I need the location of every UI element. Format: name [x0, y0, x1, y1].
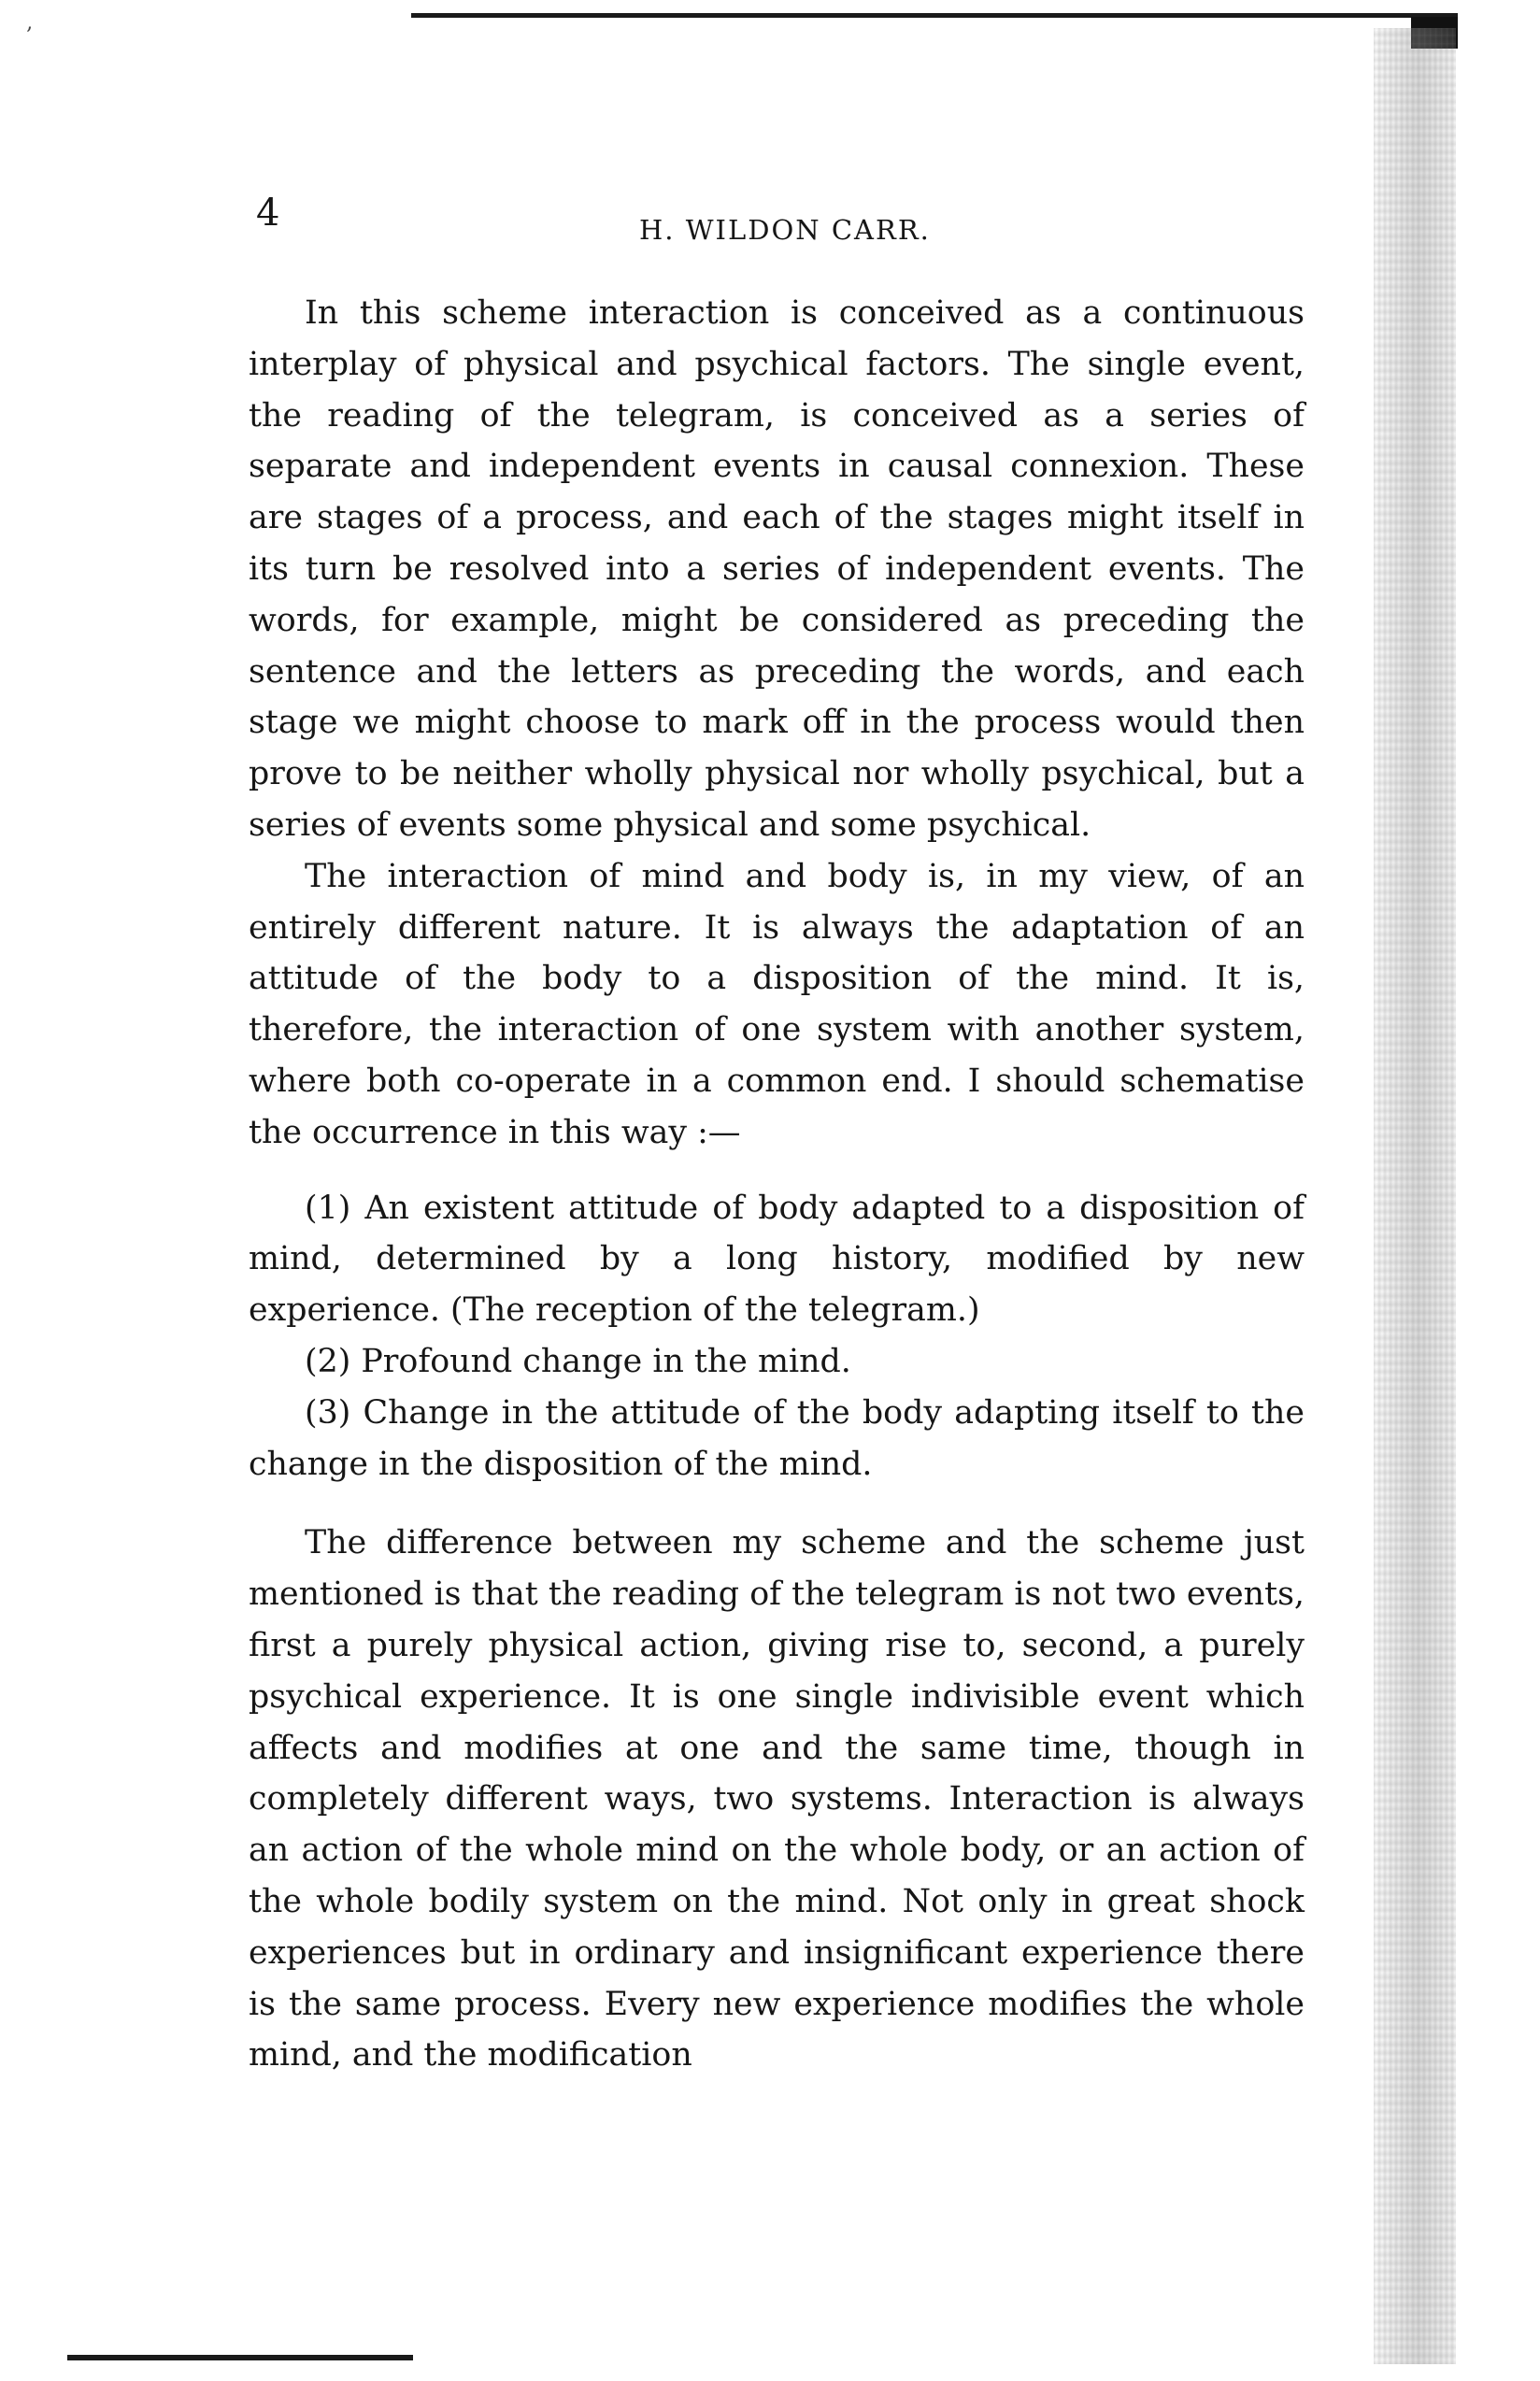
- list-item-2: (2) Profound change in the mind.: [305, 1342, 851, 1380]
- corner-mark: ‚: [26, 11, 33, 35]
- page-edge-shadow: [1374, 28, 1456, 2364]
- paragraph-1: In this scheme interaction is conceived as a continuous interplay of physical and psychical factors. The single event, the reading of the telegram, is conceived as a series of separate and independent events in causal connexion. These are stages of a process, and each of the stages might itself in its turn be resolved into a series of independent events. The words, for example, might be considered as preceding the sentence and the letters as preceding the words, and each stage we might choose to mark off in the process would then prove to be neither wholly physical nor wholly psychical, but a series of events some physical and some psychical.: [249, 294, 1305, 844]
- body-text: [249, 288, 1305, 2081]
- running-head: H. WILDON CARR.: [639, 214, 931, 246]
- list-item-1: (1) An existent attitude of body adapted to a disposition of mind, determined by a long history, modified by new experience. (The reception of the telegram.): [249, 1189, 1305, 1330]
- page-number: 4: [256, 192, 280, 235]
- list-item-3: (3) Change in the attitude of the body adapting itself to the change in the disposition of the mind.: [249, 1393, 1305, 1483]
- top-rule: [411, 13, 1458, 18]
- paragraph-2: The interaction of mind and body is, in my view, of an entirely different nature. It is always the adaptation of an attitude of the body to a disposition of the mind. It is, therefore, the interaction of one system with another system, where both co-operate in a common end. I should schematise the occurrence in this way :—: [249, 857, 1305, 1151]
- paragraph-3: The difference between my scheme and the scheme just mentioned is that the reading of the telegram is not two events, first a purely physical action, giving rise to, second, a purely psychical experience. It is one single indivisible event which affects and modifies at one and the same time, though in completely different ways, two systems. Interaction is always an action of the whole mind on the whole body, or an action of the whole bodily system on the mind. Not only in great shock experiences but in ordinary and insignificant experience there is the same process. Every new experience modifies the whole mind, and the modification: [249, 1524, 1305, 2074]
- bottom-rule: [67, 2355, 413, 2360]
